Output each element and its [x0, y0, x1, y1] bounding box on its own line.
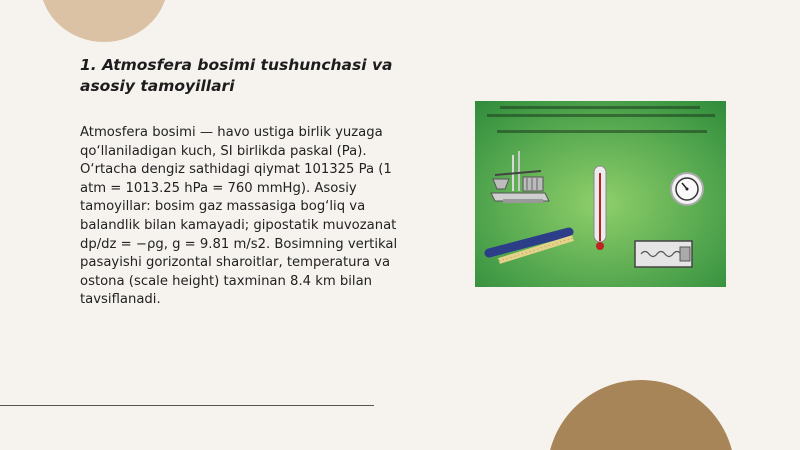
divider-line — [0, 405, 374, 406]
decorative-circle-top — [40, 0, 168, 42]
decorative-circle-bottom — [547, 380, 735, 450]
barograph-icon — [635, 241, 692, 267]
barometer-dial-icon — [671, 173, 703, 205]
thermometer-icon — [594, 166, 606, 250]
instruments-illustration — [475, 101, 726, 287]
slide-title: 1. Atmosfera bosimi tushunchasi va asosiy tamoyillari — [80, 56, 393, 95]
slide-body-text: Atmosfera bosimi — havo ustiga birlik yuzaga qo‘llaniladigan kuch, SI birlikda paskal (Pa). O‘rtacha dengiz sathidagi qiymat 101325 Pa (1 atm = 1013.25 hPa = 760 mmHg). Asosiy tamoyillar: bosim gaz massasiga bog‘liq va balandlik bilan kamayadi; gipostatik muvozanat dp/dz = −ρg, g = 9.81 m/s2. Bosimning vertikal pasayishi gorizontal sharoitlar, temperatura va ostona (scale height) taxminan 8.4 km bilan tavsiflanadi. — [80, 125, 398, 308]
